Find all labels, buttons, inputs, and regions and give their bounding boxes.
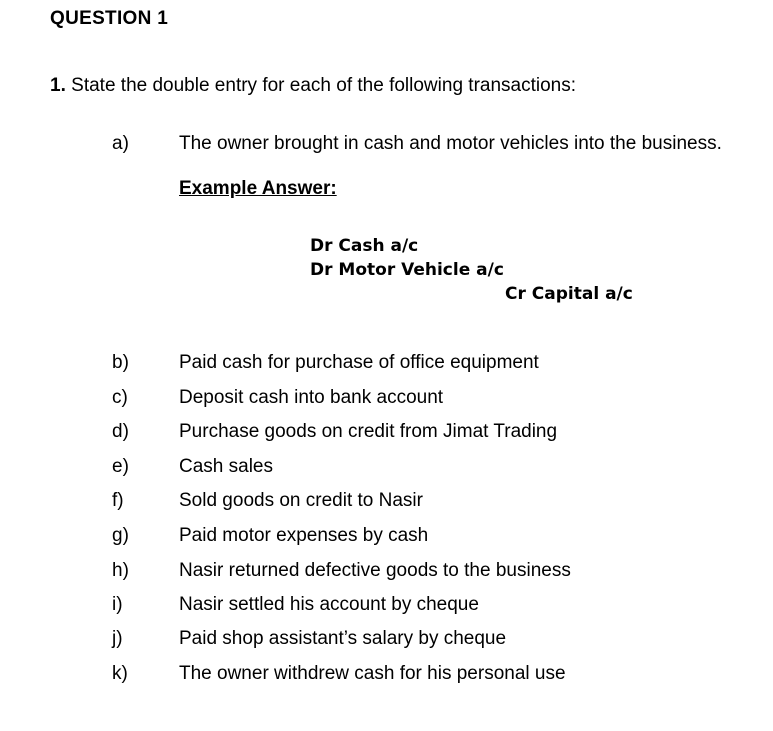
item-d-letter: d) bbox=[112, 421, 129, 442]
item-b-letter: b) bbox=[112, 352, 129, 373]
item-k-text: The owner withdrew cash for his personal use bbox=[179, 663, 566, 684]
item-c-letter: c) bbox=[112, 387, 128, 408]
item-j-letter: j) bbox=[112, 628, 123, 649]
item-e-letter: e) bbox=[112, 456, 129, 477]
instruction-number: 1. bbox=[50, 75, 66, 96]
item-i-letter: i) bbox=[112, 594, 123, 615]
item-h-text: Nasir returned defective goods to the business bbox=[179, 560, 571, 581]
item-i-text: Nasir settled his account by cheque bbox=[179, 594, 479, 615]
item-a-text: The owner brought in cash and motor vehicles into the business. bbox=[179, 133, 722, 154]
example-answer-label: Example Answer: bbox=[179, 178, 337, 199]
item-k-letter: k) bbox=[112, 663, 128, 684]
item-g-text: Paid motor expenses by cash bbox=[179, 525, 429, 546]
debit-entry-motor-vehicle: Dr Motor Vehicle a/c bbox=[310, 260, 504, 280]
item-g-letter: g) bbox=[112, 525, 129, 546]
item-a-letter: a) bbox=[112, 133, 129, 154]
question-heading: QUESTION 1 bbox=[50, 8, 169, 29]
item-h-letter: h) bbox=[112, 560, 129, 581]
instruction-text: State the double entry for each of the following transactions: bbox=[71, 75, 577, 96]
item-d-text: Purchase goods on credit from Jimat Trading bbox=[179, 421, 558, 442]
credit-entry-capital: Cr Capital a/c bbox=[505, 284, 633, 304]
item-e-text: Cash sales bbox=[179, 456, 273, 477]
item-c-text: Deposit cash into bank account bbox=[179, 387, 444, 408]
item-f-letter: f) bbox=[112, 490, 124, 511]
debit-entry-cash: Dr Cash a/c bbox=[310, 236, 419, 256]
instruction bbox=[50, 75, 576, 97]
item-f-text: Sold goods on credit to Nasir bbox=[179, 490, 423, 511]
item-j-text: Paid shop assistant’s salary by cheque bbox=[179, 628, 507, 649]
item-b-text: Paid cash for purchase of office equipment bbox=[179, 352, 539, 373]
